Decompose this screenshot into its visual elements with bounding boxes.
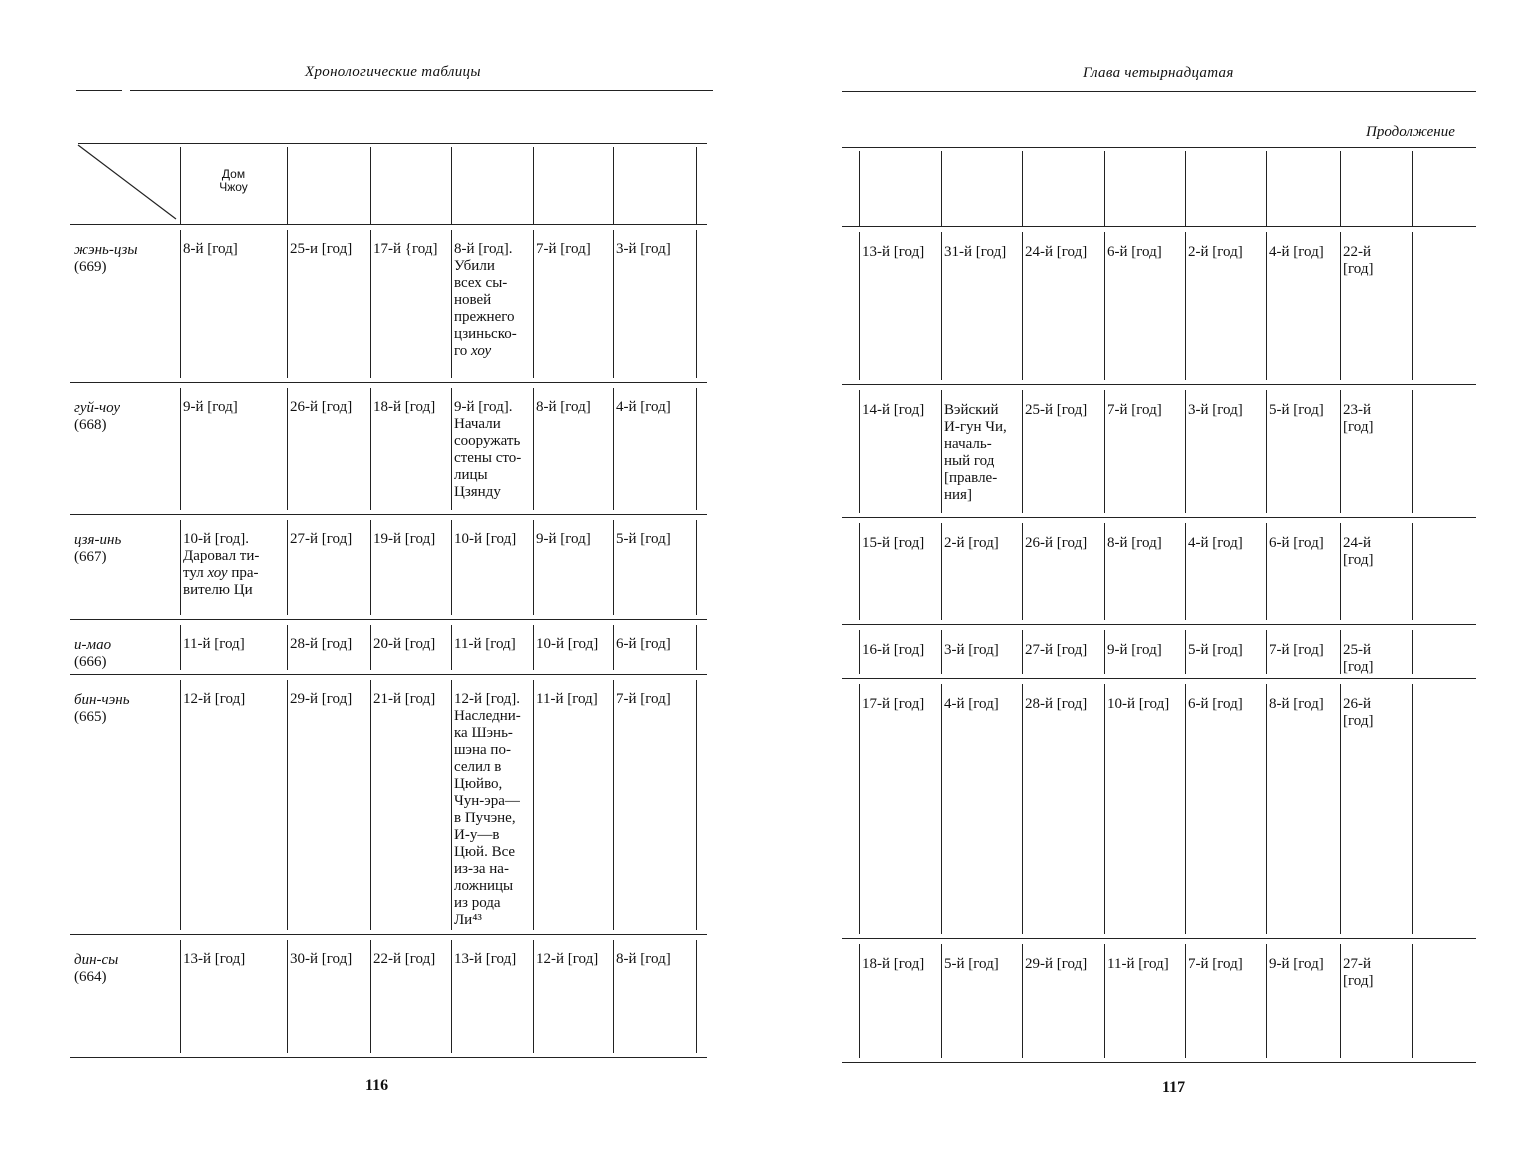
column-divider [1104,684,1105,934]
column-divider [613,388,614,510]
column-divider [1104,944,1105,1058]
year-bc: (665) [74,709,107,725]
column-divider [451,520,452,615]
column-divider [533,147,534,224]
table-cell: 17-й [год] [862,696,925,712]
table-cell: 25-й [год] [1025,402,1088,418]
column-divider [370,625,371,670]
column-divider [859,944,860,1058]
column-divider [1104,151,1105,226]
row-rule [842,624,1476,625]
column-divider [859,684,860,934]
table-cell: 12-й [год] [183,691,246,707]
column-divider [696,230,697,378]
table-cell: 8-й [год] [1107,535,1162,551]
column-divider [287,520,288,615]
column-divider [180,680,181,930]
column-divider [533,625,534,670]
table-cell: 7-й [год] [1188,956,1243,972]
column-divider [1022,390,1023,513]
page-number: 117 [1162,1079,1186,1096]
column-divider [180,388,181,510]
table-cell: 21-й [год] [373,691,436,707]
table-cell: 4-й [год] [944,696,999,712]
header-rule [76,90,122,91]
column-divider [1412,151,1413,226]
table-cell: 26-й [год] [1025,535,1088,551]
table-cell: 11-й [год] [183,636,245,652]
table-cell: 5-й [год] [1188,642,1243,658]
column-divider [941,151,942,226]
table-cell: 6-й [год] [1269,535,1324,551]
column-divider [1022,630,1023,674]
table-cell: 29-й [год] [290,691,353,707]
table-cell: Вэйский И-гун Чи, началь- ный год [правле- ния] [944,402,1007,503]
column-divider [1340,151,1341,226]
table-cell: 15-й [год] [862,535,925,551]
table-cell: 20-й [год] [373,636,436,652]
year-bc: (668) [74,417,107,433]
cyclical-date: дин-сы [74,952,119,968]
column-divider [696,388,697,510]
table-cell: 8-й [год] [616,951,671,967]
column-divider [1022,684,1023,934]
column-divider [613,940,614,1053]
column-header: Дом Чжоу [219,167,248,194]
column-divider [1412,390,1413,513]
column-divider [1022,944,1023,1058]
column-divider [533,680,534,930]
cyclical-date: жэнь-цзы [74,242,138,258]
column-divider [859,523,860,620]
table-cell: 8-й [год] [536,399,591,415]
column-divider [451,940,452,1053]
column-divider [1266,523,1267,620]
column-divider [1340,944,1341,1058]
header-bottom-rule [842,226,1476,227]
table-top-rule [842,147,1476,148]
year-bc: (669) [74,259,107,275]
table-cell: 9-й [год]. Начали сооружать стены сто- лицы Цзянду [454,399,522,500]
table-cell: 22-й [год] [1343,244,1374,277]
column-divider [941,390,942,513]
column-divider [1340,630,1341,674]
column-divider [180,940,181,1053]
corner-diagonal [76,143,180,224]
table-cell: 27-й [год] [1343,956,1374,989]
table-cell: 9-й [год] [1107,642,1162,658]
column-divider [451,388,452,510]
table-cell: 23-й [год] [1343,402,1374,435]
column-divider [696,625,697,670]
table-cell: 19-й [год] [373,531,436,547]
column-divider [1412,944,1413,1058]
table-cell: 9-й [год] [536,531,591,547]
table-cell: 4-й [год] [616,399,671,415]
column-divider [370,520,371,615]
year-bc: (664) [74,969,107,985]
table-cell: 25-й [год] [1343,642,1374,675]
table-cell: 2-й [год] [944,535,999,551]
column-divider [1340,684,1341,934]
column-divider [1340,390,1341,513]
table-cell: 7-й [год] [1107,402,1162,418]
column-divider [287,388,288,510]
column-divider [696,680,697,930]
table-cell: 30-й [год] [290,951,353,967]
column-divider [1412,232,1413,380]
right-page [762,0,1524,1156]
column-divider [287,680,288,930]
table-cell: 29-й [год] [1025,956,1088,972]
column-divider [696,520,697,615]
column-divider [180,520,181,615]
column-divider [370,388,371,510]
column-divider [287,230,288,378]
row-rule [70,674,707,675]
column-divider [533,230,534,378]
cyclical-date: бин-чэнь [74,692,130,708]
column-divider [1185,684,1186,934]
row-rule [70,934,707,935]
table-cell: 8-й [год] [1269,696,1324,712]
table-cell: 11-й [год] [1107,956,1169,972]
table-cell: 27-й [год] [290,531,353,547]
column-divider [1340,523,1341,620]
column-divider [180,625,181,670]
table-cell: 9-й [год] [183,399,238,415]
table-cell: 16-й [год] [862,642,925,658]
cyclical-date: цзя-инь [74,532,122,548]
column-divider [1266,944,1267,1058]
table-cell: 7-й [год] [536,241,591,257]
table-cell: 11-й [год] [536,691,598,707]
continuation-label: Продолжение [1366,124,1455,140]
column-divider [1266,232,1267,380]
header-rule [842,91,1476,92]
column-divider [1185,151,1186,226]
table-cell: 10-й [год] [1107,696,1170,712]
running-head: Глава четырнадцатая [1083,65,1234,81]
column-divider [1104,630,1105,674]
column-divider [1266,151,1267,226]
column-divider [613,147,614,224]
date-cell [74,242,178,276]
row-rule [842,678,1476,679]
row-rule [70,514,707,515]
column-divider [1022,232,1023,380]
column-divider [533,940,534,1053]
date-cell [74,532,178,566]
table-cell: 11-й [год] [454,636,516,652]
column-divider [941,523,942,620]
column-divider [287,625,288,670]
column-divider [370,147,371,224]
table-cell: 4-й [год] [1188,535,1243,551]
table-cell: 7-й [год] [616,691,671,707]
running-head: Хронологические таблицы [305,64,481,80]
table-cell: 4-й [год] [1269,244,1324,260]
table-cell: 31-й [год] [944,244,1007,260]
row-rule [70,619,707,620]
table-cell: 24-й [год] [1025,244,1088,260]
year-bc: (667) [74,549,107,565]
column-divider [941,232,942,380]
table-cell: 7-й [год] [1269,642,1324,658]
table-cell: 25-и [год] [290,241,353,257]
column-divider [451,625,452,670]
table-cell: 6-й [год] [616,636,671,652]
column-divider [613,625,614,670]
table-cell: 6-й [год] [1107,244,1162,260]
table-cell: 13-й [год] [183,951,246,967]
column-divider [859,390,860,513]
row-rule [842,517,1476,518]
table-cell: 10-й [год] [536,636,599,652]
column-divider [451,147,452,224]
table-cell: 6-й [год] [1188,696,1243,712]
column-divider [287,940,288,1053]
date-cell [74,400,178,434]
table-cell: 5-й [год] [1269,402,1324,418]
column-divider [941,684,942,934]
column-divider [859,232,860,380]
row-rule [70,382,707,383]
column-divider [1104,523,1105,620]
table-cell: 14-й [год] [862,402,925,418]
column-divider [1022,151,1023,226]
column-divider [1185,232,1186,380]
table-cell: 24-й [год] [1343,535,1374,568]
column-divider [1104,232,1105,380]
column-divider [370,230,371,378]
table-cell: 10-й [год] [454,531,517,547]
table-cell: 5-й [год] [944,956,999,972]
column-divider [1266,684,1267,934]
column-divider [613,520,614,615]
column-divider [1185,944,1186,1058]
column-divider [859,630,860,674]
table-cell: 18-й [год] [373,399,436,415]
table-cell: 5-й [год] [616,531,671,547]
column-divider [533,520,534,615]
table-cell: 26-й [год] [1343,696,1374,729]
row-rule [842,1062,1476,1063]
page-number: 116 [365,1077,389,1094]
column-divider [1185,523,1186,620]
table-cell: 27-й [год] [1025,642,1088,658]
table-cell: 3-й [год] [616,241,671,257]
column-divider [696,940,697,1053]
table-cell: 8-й [год]. Убили всех сы- новей прежнего цзиньско- го хоу [454,241,517,359]
column-divider [941,944,942,1058]
table-cell: 13-й [год] [454,951,517,967]
date-cell [74,692,178,726]
table-cell: 10-й [год]. Даровал ти- тул хоу пра- вителю Ци [183,531,260,598]
column-divider [180,230,181,378]
row-rule [842,384,1476,385]
column-divider [1412,630,1413,674]
table-cell: 12-й [год] [536,951,599,967]
table-cell: 18-й [год] [862,956,925,972]
table-cell: 8-й [год] [183,241,238,257]
column-divider [859,151,860,226]
column-divider [1412,684,1413,934]
column-divider [451,680,452,930]
table-cell: 12-й [год]. Наследни- ка Шэнь- шэна по- селил в Цюйво, Чун-эра— в Пучэне, И-у—в Цюй. Все из-за на- ложницы из рода Ли⁴³ [454,691,521,928]
table-cell: 3-й [год] [944,642,999,658]
column-divider [370,680,371,930]
column-divider [613,230,614,378]
column-divider [1266,630,1267,674]
column-divider [696,147,697,224]
column-divider [533,388,534,510]
date-cell [74,952,178,986]
column-divider [1185,630,1186,674]
table-cell: 3-й [год] [1188,402,1243,418]
header-rule [130,90,713,91]
date-cell [74,637,178,671]
cyclical-date: гуй-чоу [74,400,121,416]
column-divider [451,230,452,378]
column-divider [1412,523,1413,620]
column-divider [1340,232,1341,380]
row-rule [70,1057,707,1058]
table-cell: 2-й [год] [1188,244,1243,260]
column-divider [1104,390,1105,513]
column-divider [941,630,942,674]
column-divider [287,147,288,224]
column-divider [370,940,371,1053]
year-bc: (666) [74,654,107,670]
header-bottom-rule [70,224,707,225]
table-cell: 9-й [год] [1269,956,1324,972]
column-divider [1022,523,1023,620]
column-divider [613,680,614,930]
table-cell: 26-й [год] [290,399,353,415]
row-rule [842,938,1476,939]
table-cell: 22-й [год] [373,951,436,967]
column-divider [1185,390,1186,513]
table-cell: 28-й [год] [290,636,353,652]
table-cell: 17-й {год] [373,241,438,257]
column-divider [1266,390,1267,513]
table-cell: 28-й [год] [1025,696,1088,712]
cyclical-date: и-мао [74,637,112,653]
table-cell: 13-й [год] [862,244,925,260]
